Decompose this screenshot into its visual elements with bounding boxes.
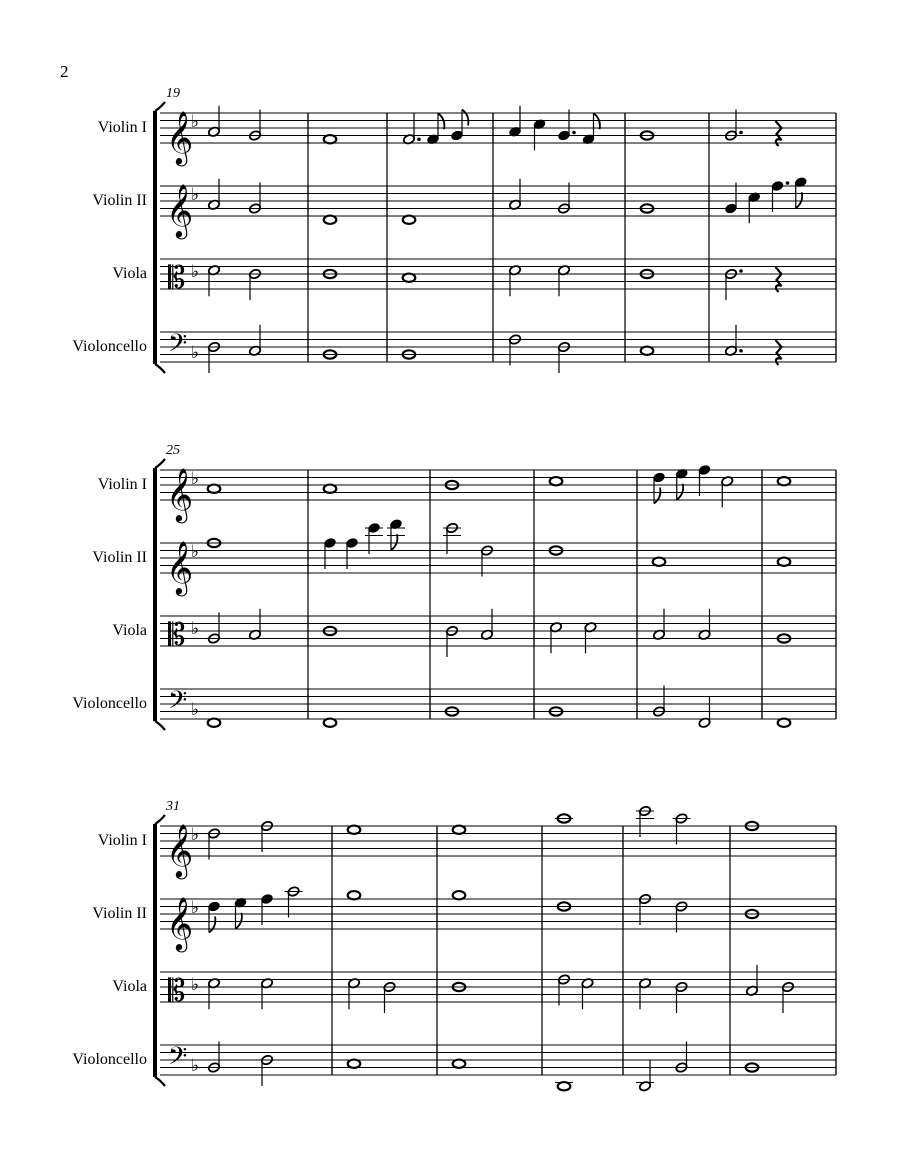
whole-note xyxy=(550,477,563,485)
instrument-label: Violin II xyxy=(92,192,147,209)
measure-number: 31 xyxy=(166,799,180,814)
treble-clef: 𝄞 xyxy=(166,896,194,950)
system xyxy=(72,86,836,373)
eighth-flag xyxy=(594,113,600,129)
bass-clef: 𝄢 xyxy=(168,1042,188,1077)
instrument-label: Violoncello xyxy=(72,338,147,355)
instrument-label: Violin I xyxy=(97,832,147,849)
alto-clef: 𝄡 xyxy=(168,973,186,1009)
dot xyxy=(739,269,743,273)
key-signature-flat: ♭ xyxy=(191,262,200,282)
eighth-flag xyxy=(209,917,215,933)
alto-clef: 𝄡 xyxy=(168,260,186,296)
key-signature-flat: ♭ xyxy=(191,469,200,489)
alto-clef: 𝄡 xyxy=(168,617,186,653)
bass-clef: 𝄢 xyxy=(168,329,188,364)
whole-note xyxy=(453,891,466,899)
quarter-rest xyxy=(776,121,782,146)
whole-note xyxy=(348,891,361,899)
staff-violin-i xyxy=(98,464,836,523)
instrument-label: Violoncello xyxy=(72,695,147,712)
instrument-label: Viola xyxy=(112,265,147,282)
whole-note xyxy=(324,135,337,143)
staff-violin-i xyxy=(98,106,836,166)
whole-note xyxy=(778,719,791,727)
key-signature-flat: ♭ xyxy=(191,185,200,205)
treble-clef: 𝄞 xyxy=(166,183,194,237)
instrument-label: Viola xyxy=(112,622,147,639)
bracket-bottom xyxy=(155,1077,165,1086)
quarter-rest xyxy=(776,267,782,292)
staff-viola xyxy=(112,965,836,1013)
bass-clef: 𝄢 xyxy=(168,686,188,721)
instrument-label: Violin I xyxy=(97,119,147,136)
instrument-label: Viola xyxy=(112,978,147,995)
page-number: 2 xyxy=(60,62,69,81)
whole-note xyxy=(453,826,466,834)
whole-note xyxy=(324,216,337,224)
staff-viola xyxy=(112,609,836,657)
key-signature-flat: ♭ xyxy=(191,112,200,132)
treble-clef: 𝄞 xyxy=(166,823,194,877)
eighth-flag xyxy=(391,534,397,550)
whole-note xyxy=(453,1060,466,1068)
treble-clef: 𝄞 xyxy=(166,110,194,164)
measure-number: 19 xyxy=(166,86,180,101)
staff-violin-ii xyxy=(92,177,836,239)
staff-violin-ii xyxy=(92,519,836,596)
bracket-top xyxy=(155,102,165,111)
whole-note xyxy=(653,558,666,566)
instrument-label: Violoncello xyxy=(72,1051,147,1068)
bracket-top xyxy=(155,459,165,468)
system xyxy=(72,443,836,730)
eighth-flag xyxy=(654,488,660,504)
eighth-flag xyxy=(462,110,468,126)
eighth-flag xyxy=(438,113,444,129)
staff-violoncello xyxy=(72,325,836,373)
staff-violin-i xyxy=(98,805,836,879)
whole-note xyxy=(403,216,416,224)
dot xyxy=(739,131,743,135)
quarter-rest xyxy=(776,340,782,365)
treble-clef: 𝄞 xyxy=(166,467,194,521)
staff-viola xyxy=(112,259,836,300)
key-signature-flat: ♭ xyxy=(191,343,200,363)
instrument-label: Violin II xyxy=(92,905,147,922)
instrument-label: Violin I xyxy=(97,476,147,493)
treble-clef: 𝄞 xyxy=(166,540,194,594)
key-signature-flat: ♭ xyxy=(191,898,200,918)
whole-note xyxy=(778,477,791,485)
whole-note xyxy=(348,1060,361,1068)
bracket-bottom xyxy=(155,364,165,373)
staff-violoncello xyxy=(72,686,836,729)
whole-note xyxy=(324,485,337,493)
whole-note xyxy=(403,274,416,282)
key-signature-flat: ♭ xyxy=(191,1056,200,1076)
eighth-flag xyxy=(796,192,802,208)
whole-note xyxy=(558,1082,571,1090)
key-signature-flat: ♭ xyxy=(191,825,200,845)
dot xyxy=(739,349,743,353)
dot xyxy=(572,131,576,135)
staff-violin-ii xyxy=(92,886,836,952)
eighth-flag xyxy=(677,484,683,500)
whole-note xyxy=(778,558,791,566)
bracket-top xyxy=(155,815,165,824)
measure-number: 25 xyxy=(166,443,180,458)
staff-violoncello xyxy=(72,1042,836,1092)
system xyxy=(72,799,836,1092)
key-signature-flat: ♭ xyxy=(191,619,200,639)
key-signature-flat: ♭ xyxy=(191,700,200,720)
whole-note xyxy=(641,347,654,355)
whole-note xyxy=(324,719,337,727)
whole-note xyxy=(208,719,221,727)
whole-note xyxy=(208,485,221,493)
key-signature-flat: ♭ xyxy=(191,975,200,995)
dot xyxy=(786,181,790,185)
instrument-label: Violin II xyxy=(92,549,147,566)
whole-note xyxy=(348,826,361,834)
key-signature-flat: ♭ xyxy=(191,542,200,562)
eighth-flag xyxy=(236,913,242,929)
bracket-bottom xyxy=(155,721,165,730)
dot xyxy=(417,137,421,141)
